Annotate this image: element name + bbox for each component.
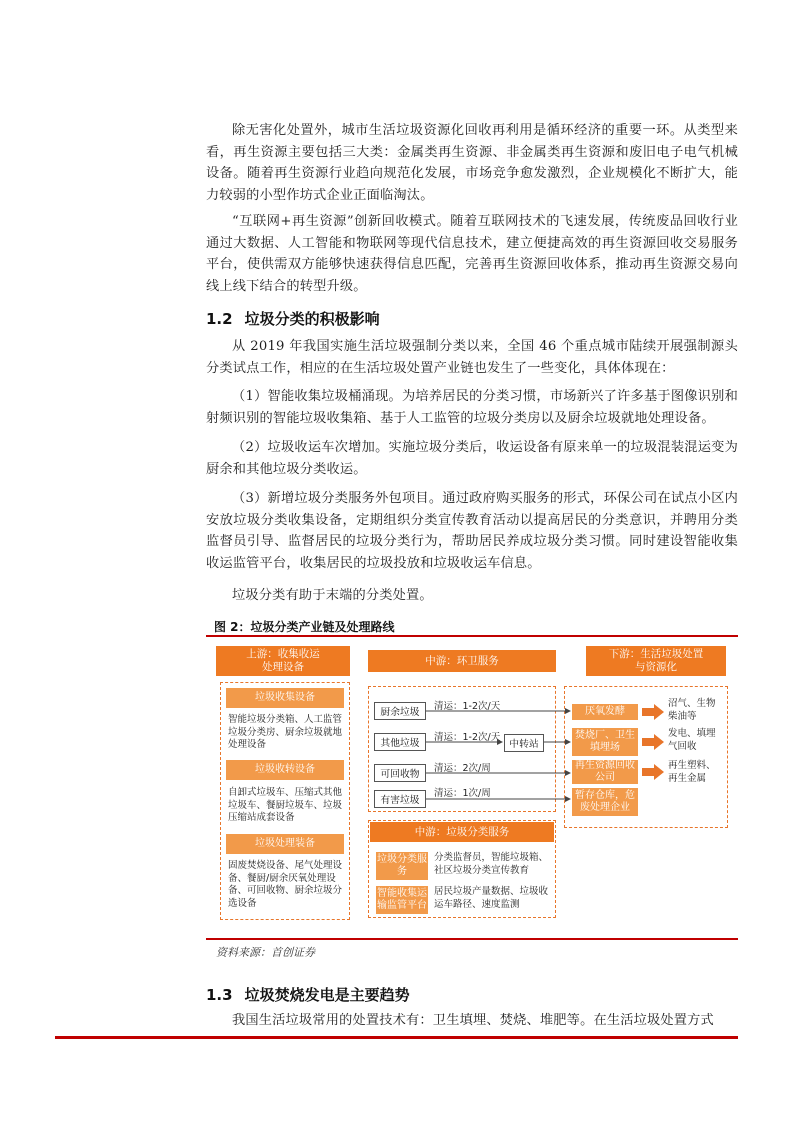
treatment-anaerobic: 厌氧发酵 — [572, 704, 638, 720]
section-title: 垃圾焚烧发电是主要趋势 — [244, 986, 410, 1004]
up-box-transfer-title: 垃圾收转设备 — [226, 760, 344, 780]
page-bottom-rule — [55, 1036, 738, 1039]
paragraph-collection-trips: （2）垃圾收运车次增加。实施垃圾分类后，收运设备有原来单一的垃圾混装混运变为厨余和其他垃圾分类收运。 — [206, 440, 738, 477]
paragraph-mandatory-sorting: 从 2019 年我国实施生活垃圾强制分类以来，全国 46 个重点城市陆续开展强制源头分类试点工作，相应的在生活垃圾处置产业链也发生了一些变化，具体体现在： — [206, 339, 738, 376]
section-number: 1.2 — [206, 310, 233, 328]
up-box-processing-title: 垃圾处理装备 — [226, 834, 344, 854]
waste-type-hazardous: 有害垃圾 — [374, 790, 426, 808]
paragraph-end-sorting: 垃圾分类有助于末端的分类处置。 — [232, 588, 433, 603]
paragraph-smart-bins: （1）智能收集垃圾桶涌现。为培养居民的分类习惯，市场新兴了许多基于图像识别和射频识别的智能垃圾收集箱、基于人工监管的垃圾分类房以及厨余垃圾就地处理设备。 — [206, 389, 738, 426]
output-biogas: 沼气、生物柴油等 — [668, 698, 716, 722]
waste-type-recyclable: 可回收物 — [374, 764, 426, 782]
flow-arrows — [206, 640, 738, 935]
section-title: 垃圾分类的积极影响 — [244, 310, 380, 328]
service-header: 中游：垃圾分类服务 — [370, 822, 554, 842]
service-sorting-title: 垃圾分类服务 — [376, 852, 428, 880]
paragraph-treatment-tech: 我国生活垃圾常用的处置技术有：卫生填埋、焚烧、堆肥等。在生活垃圾处置方式 — [232, 1013, 714, 1028]
midstream-header: 中游：环卫服务 — [368, 650, 556, 672]
treatment-incineration: 焚烧厂、卫生填埋场 — [572, 728, 638, 756]
output-recycled: 再生塑料、再生金属 — [668, 760, 716, 784]
up-box-collection-desc: 智能垃圾分类箱、人工监管垃圾分类房、厨余垃圾就地处理设备 — [228, 714, 343, 750]
service-platform-title: 智能收集运输监管平台 — [376, 886, 428, 914]
arrow-recycling-output — [642, 764, 664, 780]
section-heading-1-3 — [206, 984, 410, 1005]
treatment-recycling-company: 再生资源回收公司 — [572, 760, 638, 784]
section-number: 1.3 — [206, 986, 233, 1004]
figure-title: 图 2：垃圾分类产业链及处理路线 — [214, 620, 395, 634]
service-sorting-desc: 分类监督员，智能垃圾箱、社区垃圾分类宣传教育 — [434, 852, 549, 876]
figure-top-rule — [206, 635, 738, 637]
transport-label-recyclable: 清运：2次/周 — [434, 763, 491, 774]
upstream-header: 上游：收集收运 处理设备 — [216, 646, 350, 676]
up-box-processing-desc: 固废焚烧设备、尾气处理设备、餐厨/厨余厌氧处理设备、可回收物、厨余垃圾分选设备 — [228, 860, 343, 909]
arrow-anaerobic-output — [642, 704, 664, 720]
figure-bottom-rule — [206, 938, 738, 940]
paragraph-internet-recycling: “互联网+再生资源”创新回收模式。随着互联网技术的飞速发展，传统废品回收行业通过大数据、人工智能和物联网等现代信息技术，建立便捷高效的再生资源回收交易服务平台，使供需双方能够快速获得信息匹配，完善再生资源回收体系，推动再生资源交易向线上线下结合的转型升级。 — [206, 214, 738, 294]
transport-label-other: 清运：1-2次/天 — [434, 732, 501, 743]
section-heading-1-2 — [206, 308, 380, 329]
transport-label-hazardous: 清运：1次/周 — [434, 788, 491, 799]
up-box-collection-title: 垃圾收集设备 — [226, 688, 344, 708]
downstream-header: 下游：生活垃圾处置 与资源化 — [586, 646, 726, 676]
arrow-incineration-output — [642, 734, 664, 750]
output-power: 发电、填埋气回收 — [668, 728, 716, 752]
waste-type-other: 其他垃圾 — [374, 733, 426, 751]
paragraph-resource-recycling: 除无害化处置外，城市生活垃圾资源化回收再利用是循环经济的重要一环。从类型来看，再生资源主要包括三大类：金属类再生资源、非金属类再生资源和废旧电子电气机械设备。随着再生资源行业趋向规范化发展，市场竞争愈发激烈，企业规模化不断扩大，能力较弱的小型作坊式企业正面临淘汰。 — [206, 123, 738, 203]
transport-label-kitchen: 清运：1-2次/天 — [434, 701, 501, 712]
industry-chain-diagram — [206, 640, 738, 935]
waste-type-kitchen: 厨余垃圾 — [374, 702, 426, 720]
paragraph-outsourcing: （3）新增垃圾分类服务外包项目。通过政府购买服务的形式，环保公司在试点小区内安放垃圾分类收集设备，定期组织分类宣传教育活动以提高居民的分类意识，并聘用分类监督员引导、监督居民的垃圾分类行为，帮助居民养成垃圾分类习惯。同时建设智能收集收运监管平台，收集居民的垃圾投放和垃圾收运车信息。 — [206, 491, 738, 571]
figure-source: 资料来源：首创证券 — [216, 946, 315, 959]
treatment-hazardous-storage: 暂存仓库，危废处理企业 — [572, 788, 638, 816]
up-box-transfer-desc: 自卸式垃圾车、压缩式其他垃圾车、餐厨垃圾车、垃圾压缩站成套设备 — [228, 787, 343, 823]
transfer-station: 中转站 — [504, 734, 544, 752]
service-platform-desc: 居民垃圾产量数据、垃圾收运车路径、速度监测 — [434, 886, 549, 910]
